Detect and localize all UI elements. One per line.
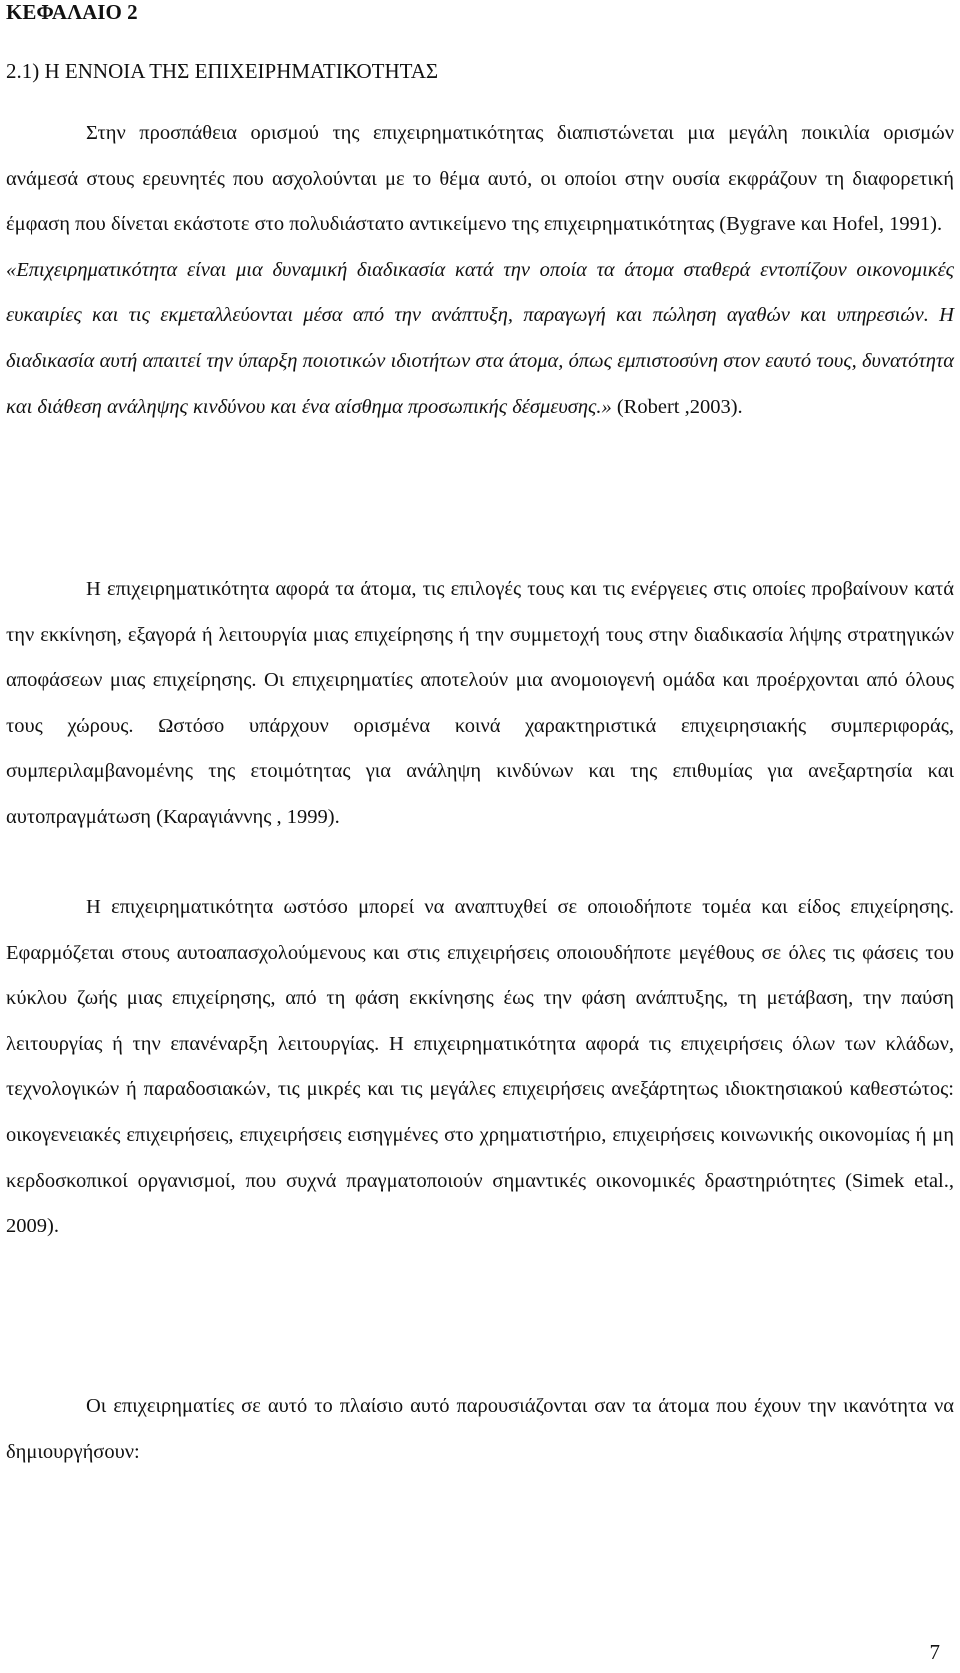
paragraph-sectors: Η επιχειρηματικότητα ωστόσο μπορεί να αναπτυχθεί σε οποιοδήποτε τομέα και είδος επιχείρησης. Εφαρμόζεται στους αυτοαπασχολούμενους και στις επιχειρήσεις οποιουδήποτε μεγέθους σε όλες τις φάσεις του κύκλου ζωής μιας επιχείρησης, από τη φάση εκκίνησης έως την φάση ανάπτυξης, τη μετάβαση, την παύση λειτουργίας ή την επανέναρξη λειτουργίας. Η επιχειρηματικότητα αφορά τις επιχειρήσεις όλων των κλάδων, τεχνολογικών ή παραδοσιακών, τις μικρές και τις μεγάλες επιχειρήσεις ανεξάρτητως ιδιοκτησιακού καθεστώτος: οικογενειακές επιχειρήσεις, επιχειρήσεις εισηγμένες στο χρηματιστήριο, επιχειρήσεις κοινωνικής οικονομίας ή μη κερδοσκοπικοί οργανισμοί, που συχνά πραγματοποιούν σημαντικές οικονομικές δραστηριότητες (Simek etal., 2009). — [6, 896, 954, 1238]
quote-citation: (Robert ,2003). — [611, 395, 743, 418]
paragraph-entrepreneurs: Η επιχειρηματικότητα αφορά τα άτομα, τις επιλογές τους και τις ενέργειες στις οποίες προβαίνουν κατά την εκκίνηση, εξαγορά ή λειτουργία μιας επιχείρησης ή την συμμετοχή τους στην διαδικασία λήψης στρατηγικών αποφάσεων μιας επιχείρησης. Οι επιχειρηματίες αποτελούν μια ανομοιογενή ομάδα και προέρχονται από όλους τους χώρους. Ωστόσο υπάρχουν ορισμένα κοινά χαρακτηριστικά επιχειρησιακής συμπεριφοράς, συμπεριλαμβανομένης της ετοιμότητας για ανάληψη κινδύνων και της επιθυμίας για ανεξαρτησία και αυτοπραγμάτωση (Καραγιάννης , 1999). — [6, 578, 954, 828]
chapter-heading: ΚΕΦΑΛΑΙΟ 2 — [6, 0, 138, 24]
section-heading: 2.1) Η ΕΝΝΟΙΑ ΤΗΣ ΕΠΙΧΕΙΡΗΜΑΤΙΚΟΤΗΤΑΣ — [6, 59, 439, 83]
paragraph-ability: Οι επιχειρηματίες σε αυτό το πλαίσιο αυτό παρουσιάζονται σαν τα άτομα που έχουν την ικανότητα να δημιουργήσουν: — [6, 1395, 954, 1463]
paragraph-definitions — [6, 111, 954, 430]
page-number: 7 — [929, 1640, 940, 1664]
quote-text: «Επιχειρηματικότητα είναι μια δυναμική διαδικασία κατά την οποία τα άτομα σταθερά εντοπίζουν οικονομικές ευκαιρίες και τις εκμεταλλεύονται μέσα από την ανάπτυξη, παραγωγή και πώληση αγαθών και υπηρεσιών. Η διαδικασία αυτή απαιτεί την ύπαρξη ποιοτικών ιδιοτήτων στα άτομα, όπως εμπιστοσύνη στον εαυτό τους, δυνατότητα και διάθεση ανάληψης κινδύνου και ένα αίσθημα προσωπικής δέσμευσης.» — [6, 258, 954, 418]
paragraph-text: Στην προσπάθεια ορισμού της επιχειρηματικότητας διαπιστώνεται μια μεγάλη ποικιλία ορισμών ανάμεσά στους ερευνητές που ασχολούνται με το θέμα αυτό, οι οποίοι στην ουσία εκφράζουν τη διαφορετική έμφαση που δίνεται εκάστοτε στο πολυδιάστατο αντικείμενο της επιχειρηματικότητας (Bygrave και Hofel, 1991). — [6, 122, 954, 236]
